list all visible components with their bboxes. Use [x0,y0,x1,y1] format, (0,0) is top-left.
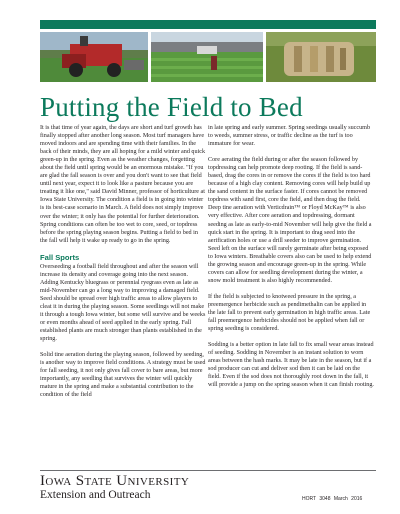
spring-seedings-paragraph: in late spring and early summer. Spring seedings usually succumb to weeds, summer stress, or traffic decline as the turf is too immature for wear. [208,125,371,148]
intro-paragraph: It is that time of year again, the days are short and turf growth has finally stopped after another long season. Most turf managers have moved indoors and are spending time with their families. In the back of their minds, they are all hoping for a mild winter and quick green-up in the spring. Even as the weather changes, forgetting about the field until spring would be an enormous mistake. "If you are glad the fall season is over and you don't want to see that field until next year, expect it to look like a pasture because you are treating it like one," said David Minner, professor of horticulture at Iowa State University. The condition a field is in going into winter is its best-case scenario in March. A field does not simply improve over the winter; it only has the potential for further deterioration. Spring conditions can often be too wet to core, seed, or topdress before the spring playing season begins. Putting a field to bed in the fall will help it wake up ready to go in the spring. [40,125,206,244]
isu-logo-wordmark [40,473,189,490]
publication-date: March 2016 [333,496,363,502]
header-accent-bar [40,20,376,29]
overseeding-paragraph: Overseeding a football field throughout and after the season will increase its density and coverage going into the next season. Adding Kentucky bluegrass or perennial ryegrass even as late as mid-November can go a long way to improving a damaged field. Seed should be spread over high traffic areas to allow players to cleat it in during the playing season. Some seedlings will not make it through a tough Iowa winter, but some will survive and be weeks or even months ahead of seed applied in the early spring. Fall established plants are much stronger than plants established in the spring. [40,263,206,343]
footer-divider [40,470,376,471]
section-heading-fall-sports: Fall Sports [40,252,80,262]
publication-info [302,496,362,502]
isu-logo-name: Iowa State University [40,473,190,489]
sodding-paragraph: Sodding is a better option in late fall to fix small wear areas instead of seeding. Sodding in November is an instant solution to worn areas between the hash marks. It may be late in the season, but if a sod producer can cut and deliver sod then it can be laid on the field. Even if the sod does not thoroughly root down in the fall, it will provide a jump on the spring season when it can finish rooting. [208,342,374,389]
right-column [208,124,374,397]
publication-number: HORT 3048 [302,496,331,502]
turf-sweeper-photo [40,32,148,82]
aeration-paragraph: Solid tine aeration during the playing season, followed by seeding, is another way to improve field conditions. A strategy must be used for fall seeding, it not only gives fall cover to bare areas, but more importantly, any seedling that survives the winter will quickly mature in the spring and make a substantial contribution to the condition of the field [40,352,206,399]
stadium-field-photo [151,32,263,82]
header-photo-strip [40,32,376,82]
core-aerating-paragraph: Core aerating the field during or after the season followed by topdressing can help promote deep rooting. If the field is sand-based, drag the cores in or remove the cores if the field is too hard because of a high clay content. Removing cores will help build up the sand content in the surface faster. If cores cannot be removed topdress with sand first, core the field, and then drag the field. Deep tine aeration with Verticdrain™ or Floyd McKay™ is also very effective. After core aeration and topdressing, dormant seeding as late as early-to-mid November will help give the field a quick start in the spring. It is important to drag seed into the aerification holes or use a drill seeder to improve germination. Seed left on the surface will rarely germinate after being exposed to Iowa winters. Breathable covers also can be used to help extend the growing season and encourage green-up in the spring. While covers can allow for seedling development during the winter, a snow mold treatment is also highly recommended. [208,157,372,284]
turf-core-photo [266,32,376,82]
page-title: Putting the Field to Bed [40,92,303,122]
knotweed-paragraph: If the field is subjected to knotweed pressure in the spring, a preemergence herbicide such as pendimethalin can be applied in the late fall to prevent early germination in high traffic areas. Late fall preemergence herbicides should not be applied when fall or spring seeding is considered. [208,293,371,333]
extension-outreach-label: Extension and Outreach [40,489,151,501]
left-column [40,124,206,407]
